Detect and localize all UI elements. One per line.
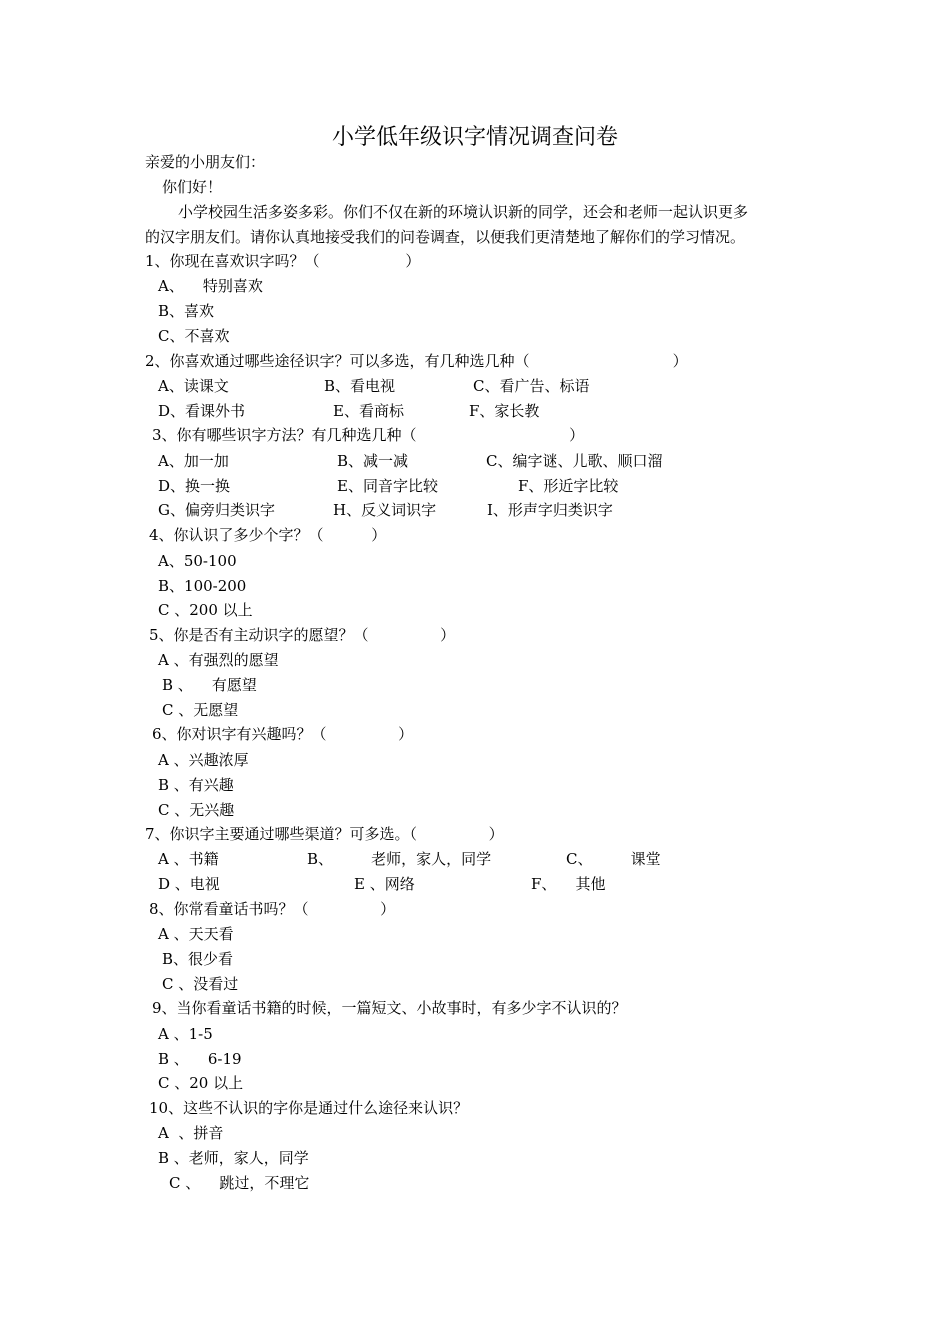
- q7-option-f: F、 其他: [531, 875, 606, 893]
- q7-option-d: D 、电视: [158, 875, 220, 893]
- q3-option-d: D、换一换: [158, 477, 231, 495]
- q6-option-c: C 、无兴趣: [158, 801, 235, 819]
- q8-option-c: C 、没看过: [162, 975, 239, 993]
- q2-option-e: E、看商标: [333, 402, 404, 420]
- q2-option-b: B、看电视: [324, 377, 396, 395]
- greeting: 亲爱的小朋友们：: [145, 153, 266, 171]
- q5-option-b: B 、 有愿望: [162, 676, 257, 694]
- q6-option-a: A 、兴趣浓厚: [158, 751, 249, 769]
- q3-option-b: B、减一减: [337, 452, 409, 470]
- q10-option-c: C 、 跳过，不理它: [169, 1174, 310, 1192]
- question-3: 3、你有哪些识字方法？有几种选几种（ ）: [152, 426, 585, 444]
- q4-option-c: C 、200 以上: [158, 601, 253, 619]
- q10-option-b: B 、老师，家人，同学: [158, 1149, 309, 1167]
- question-9: 9、当你看童话书籍的时候，一篇短文、小故事时，有多少字不认识的？: [152, 999, 627, 1017]
- q5-option-c: C 、无愿望: [162, 701, 239, 719]
- q7-option-e: E 、网络: [354, 875, 415, 893]
- q9-option-c: C 、20 以上: [158, 1074, 244, 1092]
- q2-option-c: C、看广告、标语: [473, 377, 590, 395]
- q1-option-b: B、喜欢: [158, 302, 215, 320]
- q3-option-h: H、反义词识字: [333, 501, 437, 519]
- q6-option-b: B 、有兴趣: [158, 776, 234, 794]
- q2-option-f: F、家长教: [469, 402, 540, 420]
- q10-option-a: A 、拼音: [158, 1124, 224, 1142]
- q1-option-c: C、不喜欢: [158, 327, 230, 345]
- q3-option-f: F、形近字比较: [518, 477, 619, 495]
- q9-option-b: B 、 6-19: [158, 1050, 242, 1068]
- q7-option-c: C、 课堂: [566, 850, 661, 868]
- question-2: 2、你喜欢通过哪些途径识字？可以多选，有几种选几种（ ）: [145, 352, 688, 370]
- q7-option-a: A 、书籍: [158, 850, 219, 868]
- question-4: 4、你认识了多少个字？（ ）: [149, 526, 387, 544]
- question-6: 6、你对识字有兴趣吗？（ ）: [152, 725, 414, 743]
- q8-option-b: B、很少看: [162, 950, 234, 968]
- q5-option-a: A 、有强烈的愿望: [158, 651, 279, 669]
- question-7: 7、你识字主要通过哪些渠道？可多选。（ ）: [145, 825, 504, 843]
- q4-option-b: B、100-200: [158, 577, 247, 595]
- hello: 你们好！: [162, 178, 223, 196]
- intro-line-2: 的汉字朋友们。请你认真地接受我们的问卷调查，以便我们更清楚地了解你们的学习情况。: [145, 228, 746, 246]
- q3-option-a: A、加一加: [158, 452, 229, 470]
- q2-option-d: D、看课外书: [158, 402, 246, 420]
- q3-option-i: I、形声字归类识字: [487, 501, 613, 519]
- q8-option-a: A 、天天看: [158, 925, 234, 943]
- q9-option-a: A 、1-5: [158, 1025, 213, 1043]
- question-8: 8、你常看童话书吗？（ ）: [149, 900, 396, 918]
- q1-option-a: A、 特别喜欢: [158, 277, 263, 295]
- document-title: 小学低年级识字情况调查问卷: [331, 125, 618, 150]
- question-5: 5、你是否有主动识字的愿望？（ ）: [149, 626, 456, 644]
- q3-option-e: E、同音字比较: [337, 477, 438, 495]
- q2-option-a: A、读课文: [158, 377, 229, 395]
- q3-option-g: G、偏旁归类识字: [158, 501, 275, 519]
- question-1: 1、你现在喜欢识字吗？（ ）: [145, 252, 421, 270]
- question-10: 10、这些不认识的字你是通过什么途径来认识？: [149, 1099, 469, 1117]
- q3-option-c: C、编字谜、儿歌、顺口溜: [486, 452, 663, 470]
- q7-option-b: B、 老师，家人，同学: [307, 850, 492, 868]
- q4-option-a: A、50-100: [158, 552, 237, 570]
- intro-line-1: 小学校园生活多姿多彩。你们不仅在新的环境认识新的同学，还会和老师一起认识更多: [178, 203, 749, 221]
